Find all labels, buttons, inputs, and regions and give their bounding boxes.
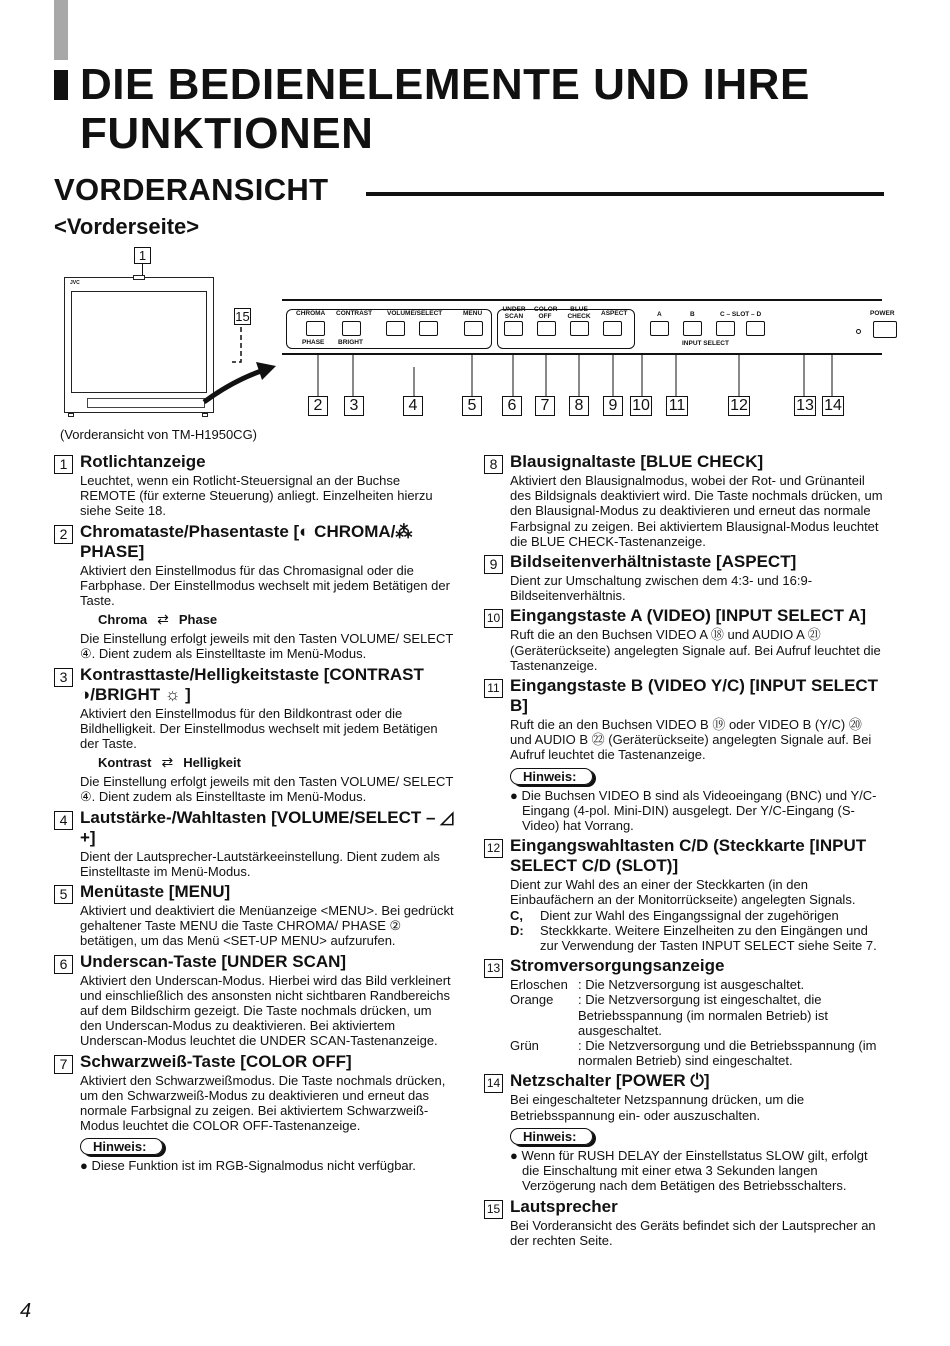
callout-10: 10 <box>630 396 652 416</box>
aspect-button[interactable] <box>603 321 622 336</box>
callout-5: 5 <box>462 396 482 416</box>
callout-leaders <box>282 355 882 397</box>
item-11: 11 Eingangstaste B (VIDEO Y/C) [INPUT SELECT B] Ruft die an den Buchsen VIDEO B ⑲ oder VIDEO B (Y/C) ⑳ und AUDIO B ㉒ (Geräterückseite) angelegten Signale auf. Bei Aufruf leuchtet die Tastenanzeige. Hinweis: ● Die Buchsen VIDEO B sind als Videoeingang (BNC) und Y/C-Eingang (4-pol. Mini-DIN) ausgelegt. Der Y/C-Eingang (S-Video) hat Vorrang. <box>484 676 884 833</box>
callout-4: 4 <box>403 396 423 416</box>
chroma-phase-cycle: Chroma ⇄ Phase <box>98 611 218 628</box>
callout-6: 6 <box>502 396 522 416</box>
contrast-bright-button[interactable] <box>342 321 361 336</box>
section-heading: VORDERANSICHT <box>54 172 329 207</box>
table-row: Erloschen : Die Netzversorgung ist ausgeschaltet. <box>510 977 805 993</box>
power-button[interactable] <box>873 321 897 338</box>
tally-lamp <box>133 275 145 280</box>
note-bullet: ● Wenn für RUSH DELAY der Einstellstatus SLOW gilt, erfolgt die Einschaltung mit einer etwa 3 Sekunden langen Verzögerung nach dem Betätigen des Betriebsschalters. <box>510 1147 868 1194</box>
callout-14: 14 <box>822 396 844 416</box>
item-10: 10 Eingangstaste A (VIDEO) [INPUT SELECT A] Ruft die an den Buchsen VIDEO A ⑱ und AUDIO A ㉑ (Geräterückseite) angelegten Signale auf. Bei Aufruf leuchtet die Tastenanzeige. <box>484 606 884 673</box>
note-bullet: ● Die Buchsen VIDEO B sind als Videoeingang (BNC) und Y/C-Eingang (4-pol. Mini-DIN) ausgelegt. Der Y/C-Eingang (S-Video) hat Vorrang. <box>510 787 877 834</box>
table-row: Grün : Die Netzversorgung und die Betriebsspannung (im normalen Betrieb) sind eingeschaltet. <box>510 1038 877 1069</box>
zoom-arrow <box>194 324 284 414</box>
item-1: 1 Rotlichtanzeige Leuchtet, wenn ein Rotlicht-Steuersignal an der Buchse REMOTE (für externe Steuerung) anliegt. Einzelheiten hierzu siehe Seite 18. <box>54 452 454 519</box>
right-column <box>484 452 884 1251</box>
item-12: 12 Eingangswahltasten C/D (Steckkarte [INPUT SELECT C/D (SLOT)] Dient zur Wahl des an einer der Steckkarten (in den Einbaufächern an der Monitorrückseite) angelegten Signals. C, D: Dient zur Wahl des Eingangssignal der zugehörigen Steckkkarte. Weitere Einzelheiten zu den Eingängen und zur Verwendung der Tasten INPUT SELECT siehe Seite 7. <box>484 836 884 953</box>
table-row: Orange : Die Netzversorgung ist eingeschaltet, die Betriebsspannung (im normalen Betrieb) ist ausgeschaltet. <box>510 992 829 1038</box>
brand-logo: JVC <box>70 280 80 286</box>
item-8: 8 Blausignaltaste [BLUE CHECK] Aktiviert den Blausignalmodus, wobei der Rot- und Grünanteil des Bildsignals deaktiviert wird. Die Taste nochmals drücken, um den Blausignal-Modus zu deaktivieren und erneut das normale Farbsignal zu zeigen. Bei aktiviertem Blausignal-Modus leuchtet die BLUE CHECK-Tastenanzeige. <box>484 452 884 549</box>
callout-9: 9 <box>603 396 623 416</box>
color-off-button[interactable] <box>537 321 556 336</box>
toggle-arrow-icon: ⇄ <box>161 754 174 771</box>
monitor-screen <box>71 291 207 393</box>
item-4: 4 Lautstärke-/Wahltasten [VOLUME/SELECT – ◿ +] Dient der Lautsprecher-Lautstärkeeinstellung. Dient zudem als Einstelltaste im Menü-Modus. <box>54 808 454 879</box>
underscan-button[interactable] <box>504 321 523 336</box>
toggle-arrow-icon: ⇄ <box>157 611 169 628</box>
item-6: 6 Underscan-Taste [UNDER SCAN] Aktiviert den Underscan-Modus. Hierbei wird das Bild verkleinert und einschließlich des ansonsten nicht sichtbaren Randbereichs auf dem Bildschirm gezeigt. Die Taste nochmals drücken, um den Underscan-Modus zu deaktivieren. Bei aktiviertem Underscan-Modus leuchtet die UNDER SCAN-Tastenanzeige. <box>54 952 454 1049</box>
contrast-bright-cycle: Kontrast ⇄ Helligkeit <box>98 754 241 771</box>
power-led <box>856 329 861 334</box>
callout-2: 2 <box>308 396 328 416</box>
input-c-button[interactable] <box>716 321 735 336</box>
callout-12: 12 <box>728 396 750 416</box>
front-panel-figure <box>54 244 894 444</box>
item-3: 3 Kontrasttaste/Helligkeitstaste [CONTRAST ◑/BRIGHT ☼ ] Aktiviert den Einstellmodus für den Bildkontrast oder die Bildhelligkeit. Der Einstellmodus wechselt mit jedem Betätigen der Taste. Kontrast ⇄ Helligkeit Die Einstellung erfolgt jeweils mit den Tasten VOLUME/ SELECT ④. Dient zudem als Einstelltaste im Menü-Modus. <box>54 665 454 805</box>
callout-15: 15 <box>235 309 250 324</box>
blue-check-button[interactable] <box>570 321 589 336</box>
item-14: 14 Netzschalter [POWER ⏻] Bei eingeschalteter Netzspannung drücken, um die Betriebsspannung ein- oder auszuschalten. Hinweis: ● Wenn für RUSH DELAY der Einstellstatus SLOW gilt, erfolgt die Einschaltung mit einer etwa 3 Sekunden langen Verzögerung nach dem Betätigen des Betriebsschalters. <box>484 1071 884 1193</box>
status-table <box>510 977 884 1068</box>
title-marker <box>54 70 68 100</box>
item-2: 2 Chromataste/Phasentaste [◐ CHROMA/⁂ PHASE] Aktiviert den Einstellmodus für das Chromasignal oder die Farbphase. Der Einstellmodus wechselt mit jedem Betätigen der Taste. Chroma ⇄ Phase Die Einstellung erfolgt jeweils mit den Tasten VOLUME/ SELECT ④. Dient zudem als Einstelltaste im Menü-Modus. <box>54 522 454 662</box>
section-rule <box>366 192 884 196</box>
note-bullet: ● Diese Funktion ist im RGB-Signalmodus nicht verfügbar. <box>80 1158 416 1174</box>
callout-8: 8 <box>569 396 589 416</box>
figure-caption: (Vorderansicht von TM-H1950CG) <box>60 427 258 442</box>
left-column <box>54 452 454 1177</box>
monitor-drawing <box>64 277 214 413</box>
monitor-control-strip <box>87 398 205 408</box>
input-b-button[interactable] <box>683 321 702 336</box>
note-label: Hinweis: <box>510 1128 593 1145</box>
top-gray-bar <box>54 0 68 60</box>
subsection-heading: <Vorderseite> <box>54 214 200 239</box>
item-15: 15 Lautsprecher Bei Vorderansicht des Geräts befindet sich der Lautsprecher an der rechten Seite. <box>484 1197 884 1248</box>
item-7: 7 Schwarzweiß-Taste [COLOR OFF] Aktiviert den Schwarzweißmodus. Die Taste nochmals drücken, um den Schwarzweiß-Modus zu deaktivieren und erneut das normale Farbsignal zu zeigen. Bei aktiviertem Schwarzweiß-Modus leuchtet die COLOR OFF-Tastenanzeige. Hinweis: ● Diese Funktion ist im RGB-Signalmodus nicht verfügbar. <box>54 1052 454 1174</box>
callout-1: 1 <box>134 247 151 265</box>
note-label: Hinweis: <box>510 768 593 785</box>
callout-13: 13 <box>794 396 816 416</box>
page-number: 4 <box>20 1300 32 1322</box>
item-5: 5 Menütaste [MENU] Aktiviert und deaktiviert die Menüanzeige <MENU>. Bei gedrückt gehaltener Taste MENU die Taste CHROMA/ PHASE ② betätigen, um das Menü <SET-UP MENU> aufzurufen. <box>54 882 454 949</box>
chroma-phase-button[interactable] <box>306 321 325 336</box>
control-panel: CHROMA CONTRAST VOLUME/SELECT MENU PHASE BRIGHT UNDER SCAN COLOR OFF BLUE CHECK ASPECT A B C – SLOT – D INPUT SELECT POWER <box>282 299 882 355</box>
callout-3: 3 <box>344 396 364 416</box>
volume-minus-button[interactable] <box>386 321 405 336</box>
cd-definition: C, D: Dient zur Wahl des Eingangssignal der zugehörigen Steckkkarte. Weitere Einzelheiten zu den Eingängen und zur Verwendung der Tasten INPUT SELECT siehe Seite 7. <box>510 907 877 954</box>
menu-button[interactable] <box>464 321 483 336</box>
input-d-button[interactable] <box>746 321 765 336</box>
item-13: 13 Stromversorgungsanzeige Erloschen : Die Netzversorgung ist ausgeschaltet. Orange : Die Netzversorgung ist eingeschaltet, die Betriebsspannung (im normalen Betrieb) ist ausgeschaltet. Grün : Die Netzversorgung und die Betriebsspannung (im normalen Betrieb) sind eingeschaltet. <box>484 956 884 1068</box>
item-9: 9 Bildseitenverhältnistaste [ASPECT] Dient zur Umschaltung zwischen dem 4:3- und 16:9-Bildseitenverhältnis. <box>484 552 884 603</box>
note-label: Hinweis: <box>80 1138 163 1155</box>
callout-7: 7 <box>535 396 555 416</box>
page-title: DIE BEDIENELEMENTE UND IHRE FUNKTIONEN <box>80 60 810 158</box>
volume-plus-button[interactable] <box>419 321 438 336</box>
input-a-button[interactable] <box>650 321 669 336</box>
callout-11: 11 <box>666 396 688 416</box>
